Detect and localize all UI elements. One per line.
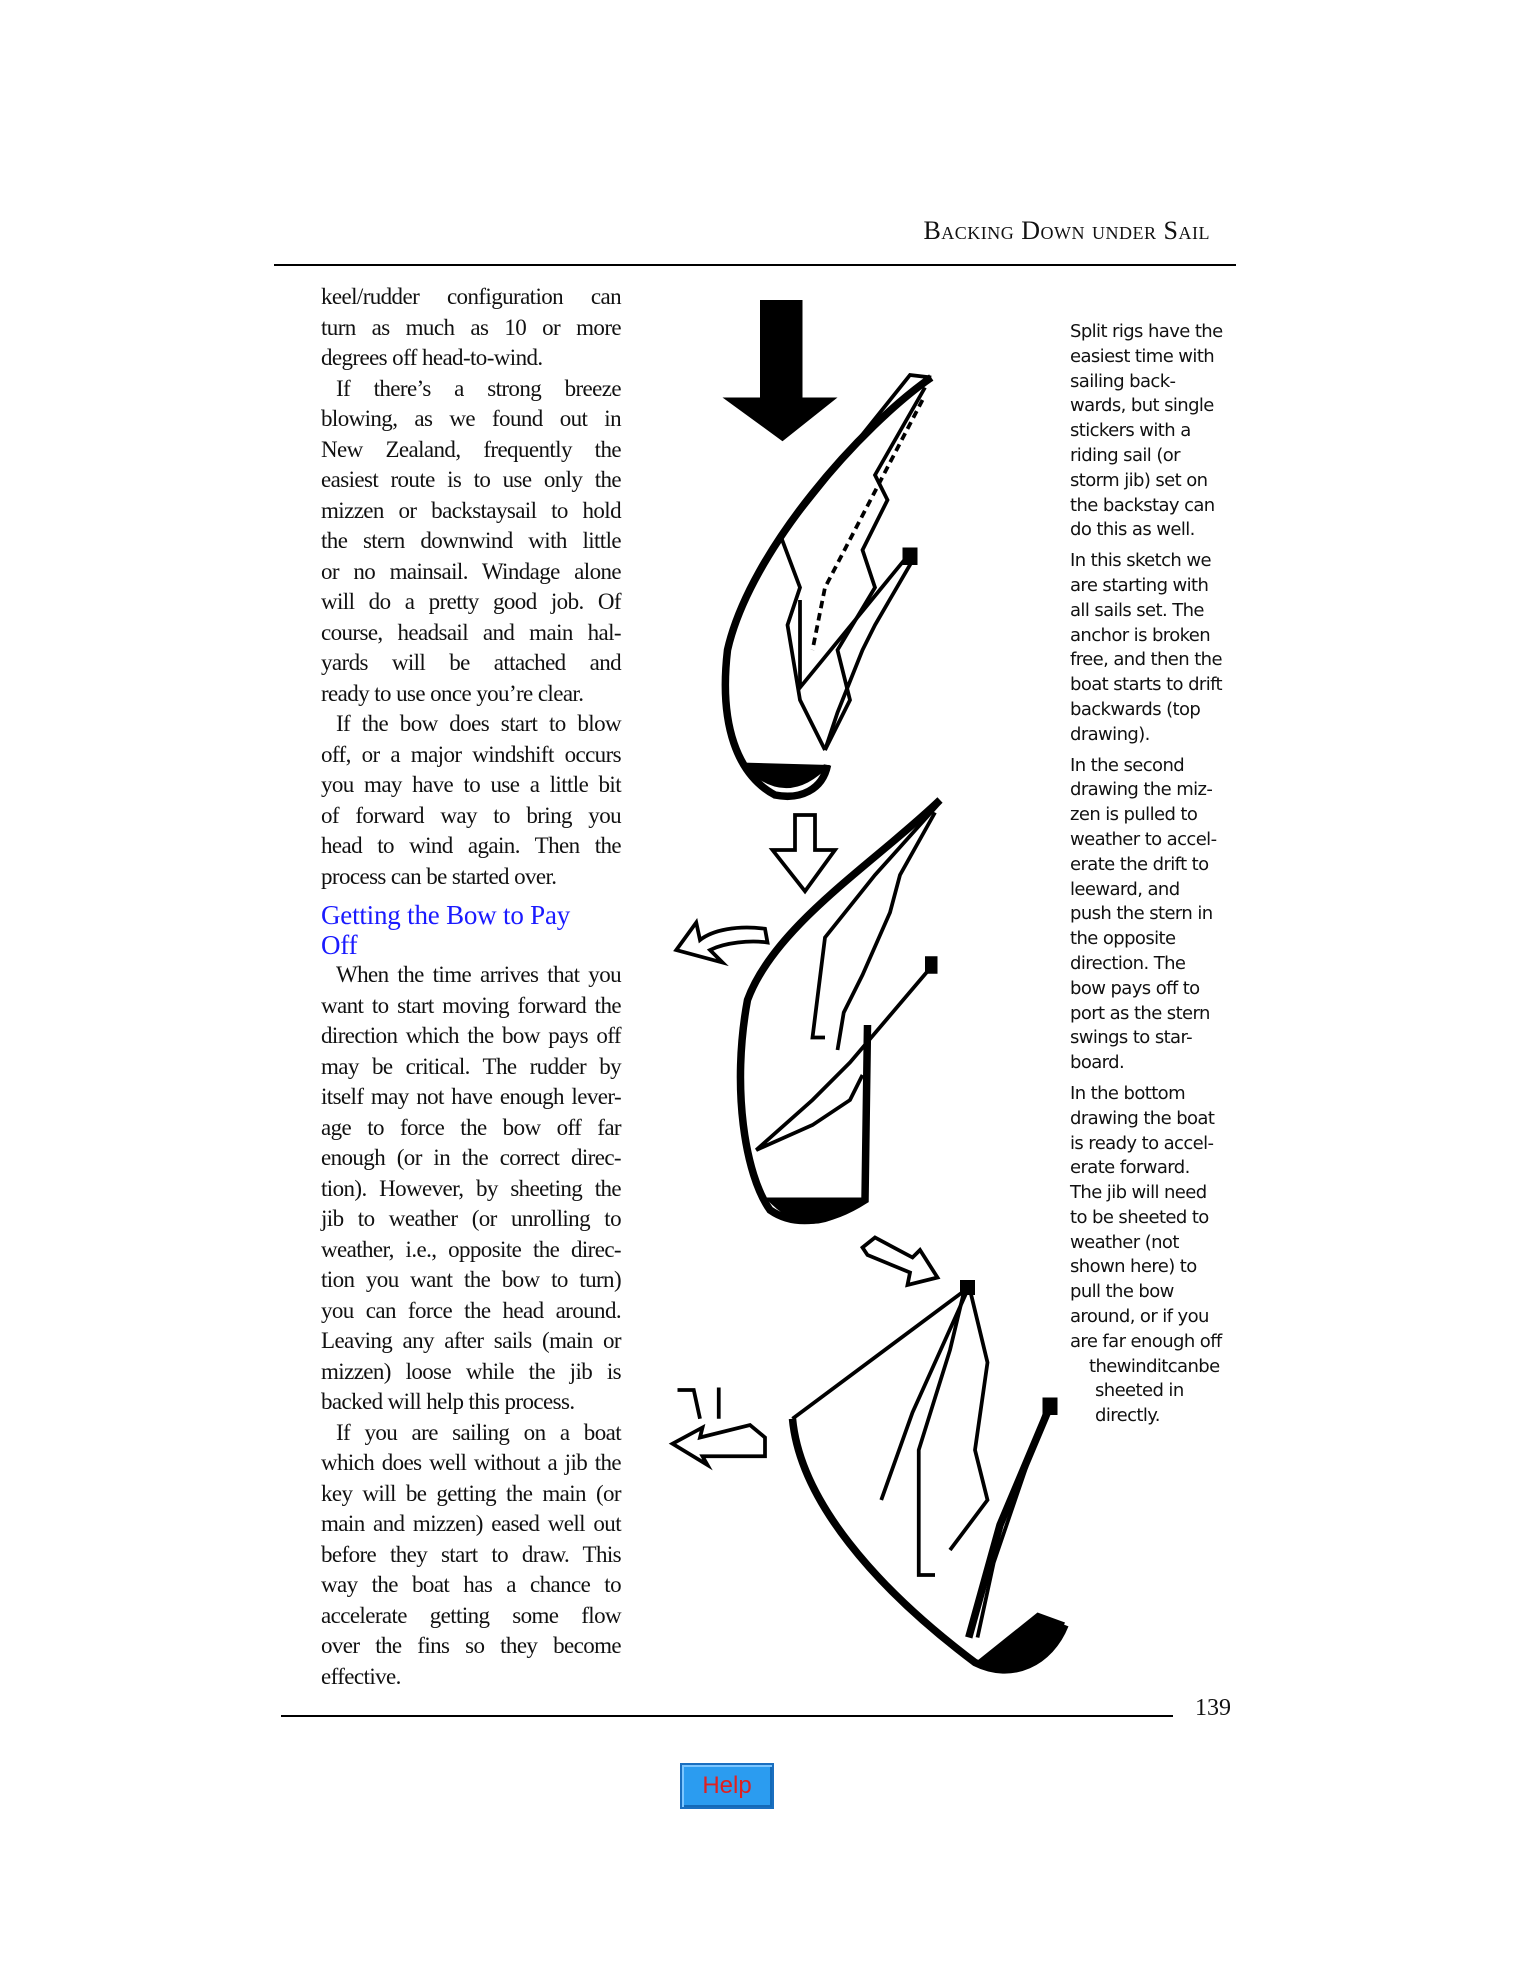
sidebar-note-line: all sails set. The	[1070, 599, 1204, 621]
sidebar-note-line: sailing back-	[1070, 370, 1176, 392]
body-text-line: over the fins so they become	[321, 1633, 621, 1658]
body-text-line: the stern downwind with little	[321, 528, 621, 553]
body-text-line: effective.	[321, 1663, 401, 1689]
body-text-line: Leaving any after sails (main or	[321, 1328, 621, 1353]
sidebar-note-line: board.	[1070, 1052, 1125, 1074]
body-text-line: key will be getting the main (or	[321, 1480, 621, 1506]
boat-top-drawing	[725, 375, 931, 796]
sidebar-note-line: direction. The	[1070, 952, 1186, 974]
body-text-line: tion you want the bow to turn)	[321, 1267, 621, 1292]
body-text-line: If the bow does start to blow	[336, 711, 621, 736]
footer-rule	[281, 1715, 1173, 1717]
body-text-line: ready to use once you’re clear.	[321, 680, 584, 706]
sidebar-note-line: In the bottom	[1070, 1082, 1186, 1104]
page-number: 139	[1195, 1695, 1231, 1721]
sidebar-note-line: swings to star-	[1070, 1027, 1193, 1049]
body-text-line: accelerate getting some flow	[321, 1602, 621, 1628]
sidebar-note-line: weather (not	[1070, 1231, 1179, 1253]
sidebar-note-line: stickers with a	[1070, 420, 1191, 442]
body-text-line: you may have to use a little bit	[321, 772, 621, 797]
sidebar-note-line: shown here) to	[1070, 1256, 1197, 1278]
body-text-line: If there’s a strong breeze	[336, 375, 621, 401]
body-text-line: mizzen or backstaysail to hold	[321, 497, 621, 523]
body-text-line: which does well without a jib the	[321, 1450, 621, 1475]
body-text-line: itself may not have enough lever-	[321, 1084, 621, 1109]
body-text-line: will do a pretty good job. Of	[321, 589, 621, 614]
body-text-line: If you are sailing on a boat	[336, 1419, 621, 1445]
body-text-line: enough (or in the correct direc-	[321, 1145, 621, 1170]
arrow-right-down-icon	[863, 1238, 938, 1286]
sidebar-note-line: are far enough off	[1070, 1330, 1222, 1352]
body-text-line: weather, i.e., opposite the direc-	[321, 1236, 621, 1262]
sidebar-note-line: directly.	[1095, 1405, 1160, 1427]
body-text-line: direction which the bow pays off	[321, 1023, 621, 1048]
sidebar-note-line: drawing).	[1070, 723, 1150, 745]
sidebar-note-line: anchor is broken	[1070, 624, 1211, 646]
body-text-line: tion). However, by sheeting the	[321, 1175, 621, 1201]
help-button[interactable]: Help	[680, 1763, 774, 1809]
sidebar-note-line: wards, but single	[1070, 395, 1214, 417]
curved-arrow-left-icon	[676, 923, 767, 963]
body-text-line: degrees off head-to-wind.	[321, 345, 543, 370]
sidebar-note-line: the opposite	[1070, 928, 1176, 950]
body-text-line: When the time arrives that you	[336, 962, 621, 987]
sidebar-note-line: the backstay can	[1070, 494, 1215, 516]
body-text-line: course, headsail and main hal-	[321, 619, 621, 645]
body-text-line: New Zealand, frequently the	[321, 436, 621, 462]
body-text-line: you can force the head around.	[321, 1297, 621, 1323]
sidebar-note-line: are starting with	[1070, 574, 1209, 596]
body-text-line: may be critical. The rudder by	[321, 1053, 621, 1079]
sidebar-note-line: drawing the miz-	[1070, 779, 1213, 801]
body-text-line: keel/rudder configuration can	[321, 284, 621, 309]
body-text-line: want to start moving forward the	[321, 992, 621, 1018]
sidebar-note-line: Split rigs have the	[1070, 321, 1223, 342]
body-text-line: backed will help this process.	[321, 1389, 575, 1414]
sidebar-note-line: sheeted in	[1095, 1380, 1184, 1402]
sidebar-note-line: pull the bow	[1070, 1281, 1174, 1303]
boat-bottom-drawing	[793, 1280, 1066, 1670]
body-text-line: turn as much as 10 or more	[321, 314, 621, 340]
sidebar-note-line: thewinditcanbe	[1089, 1355, 1220, 1377]
body-text-line: process can be started over.	[321, 863, 557, 889]
sidebar-note-line: In the second	[1070, 754, 1185, 776]
heading-line: Off	[321, 930, 358, 960]
body-text-line: jib to weather (or unrolling to	[321, 1206, 621, 1231]
heading-line: Getting the Bow to Pay	[321, 900, 571, 930]
sidebar-note-line: leeward, and	[1070, 878, 1180, 900]
sidebar-note-line: drawing the boat	[1070, 1107, 1215, 1129]
sidebar-note-line: around, or if you	[1070, 1306, 1209, 1328]
sidebar-note-line: do this as well.	[1070, 519, 1195, 541]
body-text-line: main and mizzen) eased well out	[321, 1511, 621, 1536]
body-text-line: or no mainsail. Windage alone	[321, 558, 621, 584]
sidebar-note-line: bow pays off to	[1070, 977, 1200, 999]
sidebar-note-line: weather to accel-	[1070, 828, 1217, 850]
body-text-line: before they start to draw. This	[321, 1541, 621, 1567]
sidebar-note-line: zen is pulled to	[1070, 804, 1198, 826]
body-text-line: of forward way to bring you	[321, 802, 621, 828]
sidebar-note-line: to be sheeted to	[1070, 1206, 1209, 1228]
sidebar-note-line: riding sail (or	[1070, 444, 1180, 466]
body-text-line: way the boat has a chance to	[321, 1572, 621, 1597]
body-text-line: age to force the bow off far	[321, 1114, 621, 1140]
sidebar-note-line: is ready to accel-	[1070, 1132, 1214, 1154]
body-text-line: blowing, as we found out in	[321, 406, 621, 431]
body-text-line: yards will be attached and	[321, 650, 621, 675]
sidebar-note-line: In this sketch we	[1070, 550, 1211, 572]
running-header: Backing Down under Sail	[923, 216, 1210, 245]
outline-arrow-down-icon	[773, 815, 836, 891]
sidebar-note-line: erate the drift to	[1070, 853, 1209, 875]
arrow-left-icon	[673, 1388, 766, 1466]
sidebar-note-line: backwards (top	[1070, 698, 1201, 720]
sidebar-note-line: erate forward.	[1070, 1157, 1190, 1179]
body-text-line: mizzen) loose while the jib is	[321, 1358, 621, 1384]
body-text-line: easiest route is to use only the	[321, 467, 621, 492]
sidebar-note-line: easiest time with	[1070, 345, 1215, 367]
sidebar-note-line: The jib will need	[1070, 1182, 1207, 1204]
wind-arrow-down-icon	[723, 300, 838, 441]
boat-middle-drawing	[740, 800, 940, 1224]
sidebar-note-line: free, and then the	[1070, 649, 1222, 671]
sidebar-note-line: boat starts to drift	[1070, 674, 1222, 696]
sidebar-note-line: push the stern in	[1070, 903, 1213, 925]
sidebar-note-line: storm jib) set on	[1070, 469, 1208, 491]
sidebar-note-line: port as the stern	[1070, 1002, 1210, 1024]
body-text-line: off, or a major windshift occurs	[321, 741, 621, 767]
body-text-line: head to wind again. Then the	[321, 833, 621, 858]
